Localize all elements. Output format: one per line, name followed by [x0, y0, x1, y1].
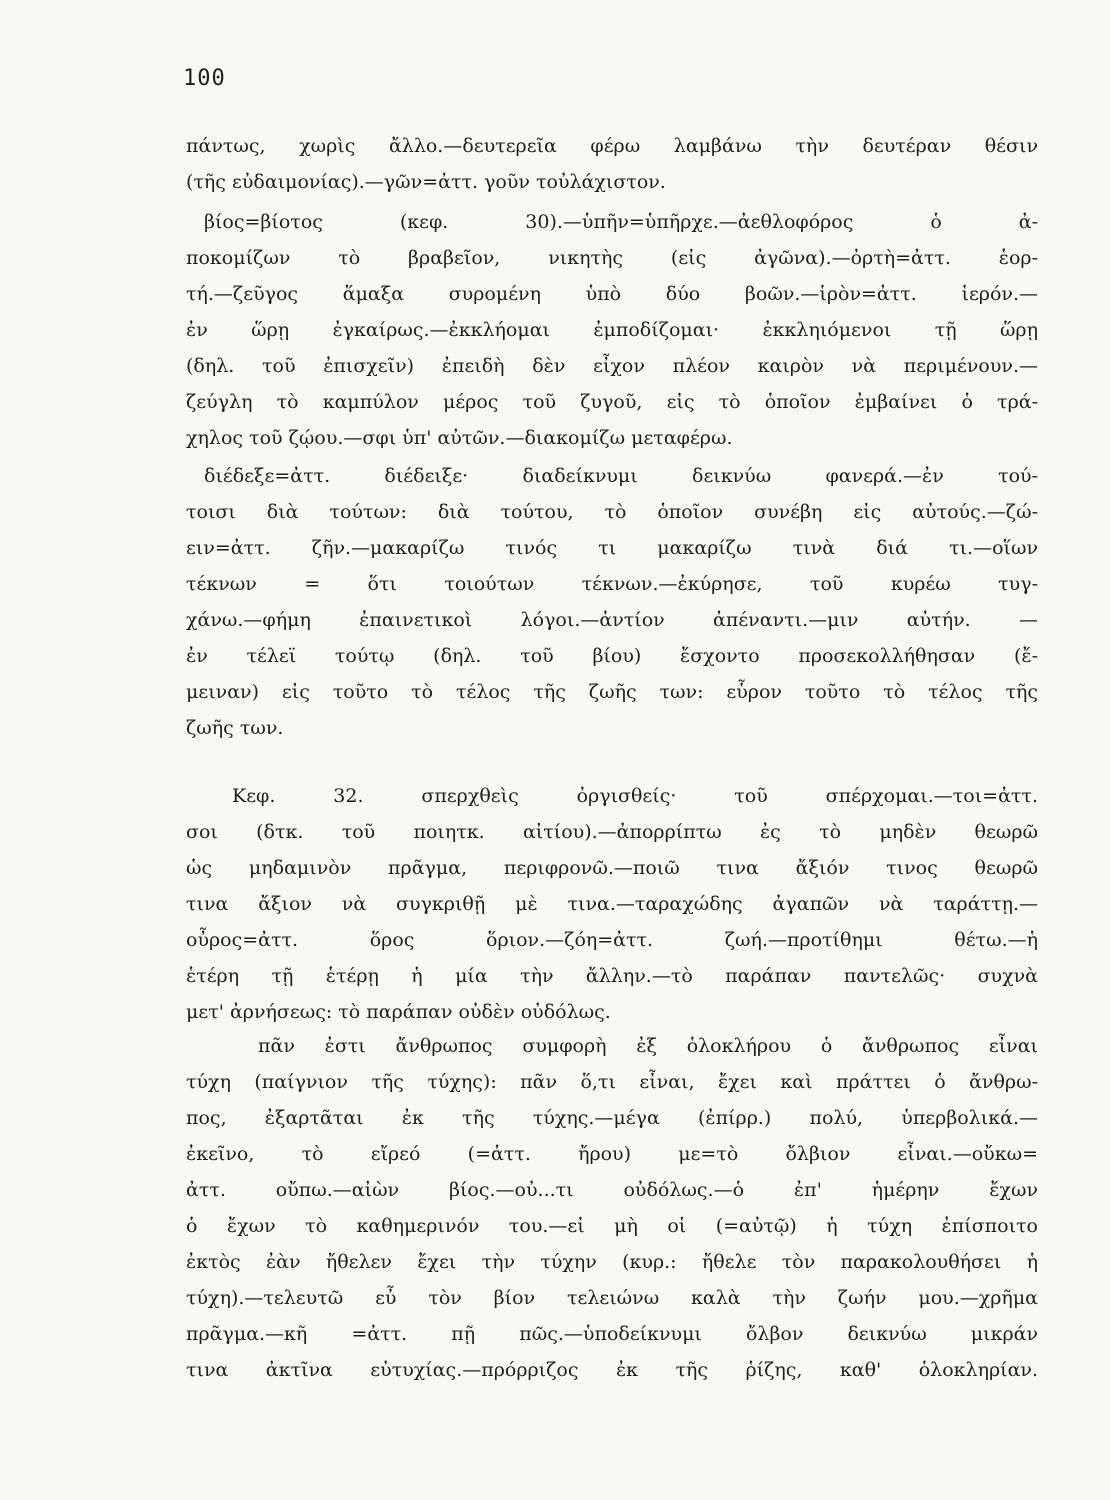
- text-line: διέδεξε=ἀττ. διέδειξε· διαδείκνυμι δεικνύω φανερά.—ἐν τού-: [204, 465, 1038, 487]
- text-line: πρᾶγμα.—κῆ =ἀττ. πῇ πῶς.—ὑποδείκνυμι ὄλβον δεικνύω μικράν: [186, 1323, 1038, 1345]
- text-line: ζεύγλη τὸ καμπύλον μέρος τοῦ ζυγοῦ, εἰς τὸ ὁποῖον ἐμβαίνει ὁ τρά-: [186, 391, 1038, 413]
- text-line: ζωῆς των.: [186, 717, 284, 739]
- page-number: 100: [183, 66, 226, 91]
- text-line: σοι (δτκ. τοῦ ποιητκ. αἰτίου).—ἀπορρίπτω ἐς τὸ μηδὲν θεωρῶ: [186, 821, 1038, 843]
- text-line: τύχη).—τελευτῶ εὖ τὸν βίον τελειώνω καλὰ τὴν ζωήν μου.—χρῆμα: [186, 1287, 1038, 1309]
- text-line: τή.—ζεῦγος ἅμαξα συρομένη ὑπὸ δύο βοῶν.—ἱρὸν=ἀττ. ἱερόν.—: [186, 283, 1038, 305]
- text-line: (δηλ. τοῦ ἐπισχεῖν) ἐπειδὴ δὲν εἶχον πλέον καιρὸν νὰ περιμένουν.—: [186, 355, 1038, 377]
- text-line: ἀττ. οὔπω.—αἰὼν βίος.—οὐ...τι οὐδόλως.—ὁ ἐπ' ἡμέρην ἔχων: [186, 1179, 1038, 1201]
- text-line: ἑτέρη τῇ ἑτέρῃ ἡ μία τὴν ἄλλην.—τὸ παράπαν παντελῶς· συχνὰ: [186, 965, 1038, 987]
- text-line: ἐκτὸς ἐὰν ἤθελεν ἔχει τὴν τύχην (κυρ.: ἤθελε τὸν παρακολουθήσει ἡ: [186, 1251, 1038, 1273]
- text-line: Κεφ. 32. σπερχθεὶς ὀργισθείς· τοῦ σπέρχομαι.—τοι=ἀττ.: [232, 785, 1038, 807]
- text-line: ἐν ὥρῃ ἐγκαίρως.—ἐκκλήομαι ἐμποδίζομαι· ἐκκληιόμενοι τῇ ὥρῃ: [186, 319, 1038, 341]
- text-line: τοισι διὰ τούτων: διὰ τούτου, τὸ ὁποῖον συνέβη εἰς αὐτούς.—ζώ-: [186, 501, 1038, 523]
- text-line: βίος=βίοτος (κεφ. 30).—ὑπῆν=ὑπῆρχε.—ἀεθλοφόρος ὁ ἀ-: [204, 211, 1038, 233]
- text-line: (τῆς εὐδαιμονίας).—γῶν=ἀττ. γοῦν τοὐλάχιστον.: [186, 171, 666, 193]
- text-line: ειν=ἀττ. ζῆν.—μακαρίζω τινός τι μακαρίζω τινὰ διά τι.—οἵων: [186, 537, 1038, 559]
- text-line: ὁ ἔχων τὸ καθημερινόν του.—εἰ μὴ οἱ (=αὐτῷ) ἡ τύχη ἐπίσποιτο: [186, 1215, 1038, 1237]
- text-line: τέκνων = ὅτι τοιούτων τέκνων.—ἐκύρησε, τοῦ κυρέω τυγ-: [186, 573, 1038, 595]
- text-line: τινα ἀκτῖνα εὐτυχίας.—πρόρριζος ἐκ τῆς ῥίζης, καθ' ὁλοκληρίαν.: [186, 1359, 1038, 1381]
- text-line: πος, ἐξαρτᾶται ἐκ τῆς τύχης.—μέγα (ἐπίρρ.) πολύ, ὑπερβολικά.—: [186, 1107, 1038, 1129]
- text-line: πᾶν ἐστι ἄνθρωπος συμφορὴ ἐξ ὁλοκλήρου ὁ ἄνθρωπος εἶναι: [258, 1035, 1038, 1057]
- text-line: τινα ἄξιον νὰ συγκριθῇ μὲ τινα.—ταραχώδης ἀγαπῶν νὰ ταράττῃ.—: [186, 893, 1038, 915]
- text-line: τύχη (παίγνιον τῆς τύχης): πᾶν ὅ,τι εἶναι, ἔχει καὶ πράττει ὁ ἄνθρω-: [186, 1071, 1038, 1093]
- text-line: πάντως, χωρὶς ἄλλο.—δευτερεῖα φέρω λαμβάνω τὴν δευτέραν θέσιν: [186, 135, 1038, 157]
- text-line: μειναν) εἰς τοῦτο τὸ τέλος τῆς ζωῆς των: εὗρον τοῦτο τὸ τέλος τῆς: [186, 681, 1038, 703]
- text-line: χάνω.—φήμη ἐπαινετικοὶ λόγοι.—ἀντίον ἀπέναντι.—μιν αὐτήν. —: [186, 609, 1038, 631]
- text-line: οὖρος=ἀττ. ὅρος ὅριον.—ζόη=ἀττ. ζωή.—προτίθημι θέτω.—ἡ: [186, 929, 1038, 951]
- text-line: χηλος τοῦ ζῴου.—σφι ὑπ' αὐτῶν.—διακομίζω μεταφέρω.: [186, 427, 733, 449]
- text-line: ἐν τέλεϊ τούτῳ (δηλ. τοῦ βίου) ἔσχοντο προσεκολλήθησαν (ἔ-: [186, 645, 1038, 667]
- text-line: ἐκεῖνο, τὸ εἴρεό (=ἀττ. ἤρου) με=τὸ ὄλβιον εἶναι.—οὔκω=: [186, 1143, 1038, 1165]
- text-line: μετ' ἀρνήσεως: τὸ παράπαν οὐδὲν οὐδόλως.: [186, 1001, 611, 1023]
- text-line: ὡς μηδαμινὸν πρᾶγμα, περιφρονῶ.—ποιῶ τινα ἄξιόν τινος θεωρῶ: [186, 857, 1038, 879]
- text-line: ποκομίζων τὸ βραβεῖον, νικητὴς (εἰς ἀγῶνα).—ὀρτὴ=ἀττ. ἑορ-: [186, 247, 1038, 269]
